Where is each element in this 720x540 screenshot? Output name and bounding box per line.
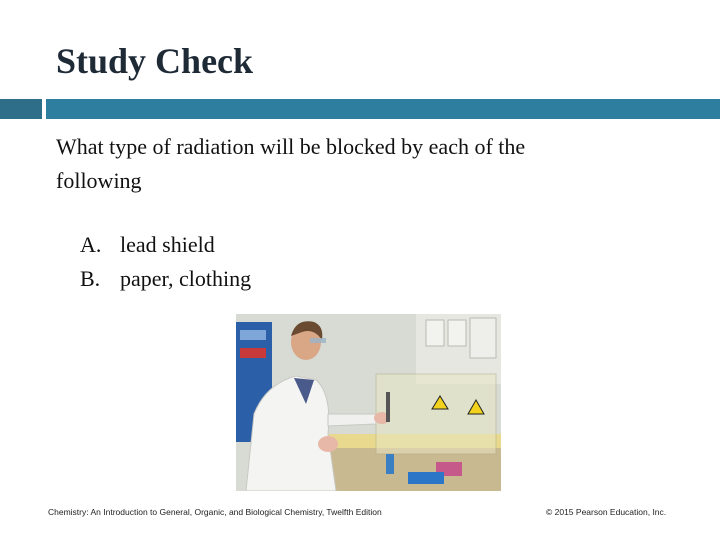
option-text: paper, clothing <box>120 266 252 291</box>
option-a <box>80 228 251 262</box>
footer-citation: Chemistry: An Introduction to General, Organic, and Biological Chemistry, Twelfth Edition <box>48 507 382 517</box>
accent-bar <box>46 99 720 119</box>
option-b <box>80 262 251 296</box>
answer-options <box>80 228 251 296</box>
lab-worker-photo <box>236 314 501 491</box>
option-letter: B. <box>80 266 101 291</box>
footer-copyright: © 2015 Pearson Education, Inc. <box>546 507 667 517</box>
option-letter: A. <box>80 232 102 257</box>
option-text: lead shield <box>120 232 215 257</box>
accent-bar-small <box>0 99 42 119</box>
slide-title: Study Check <box>56 41 254 81</box>
question-text: What type of radiation will be blocked by each of the following <box>56 134 526 193</box>
